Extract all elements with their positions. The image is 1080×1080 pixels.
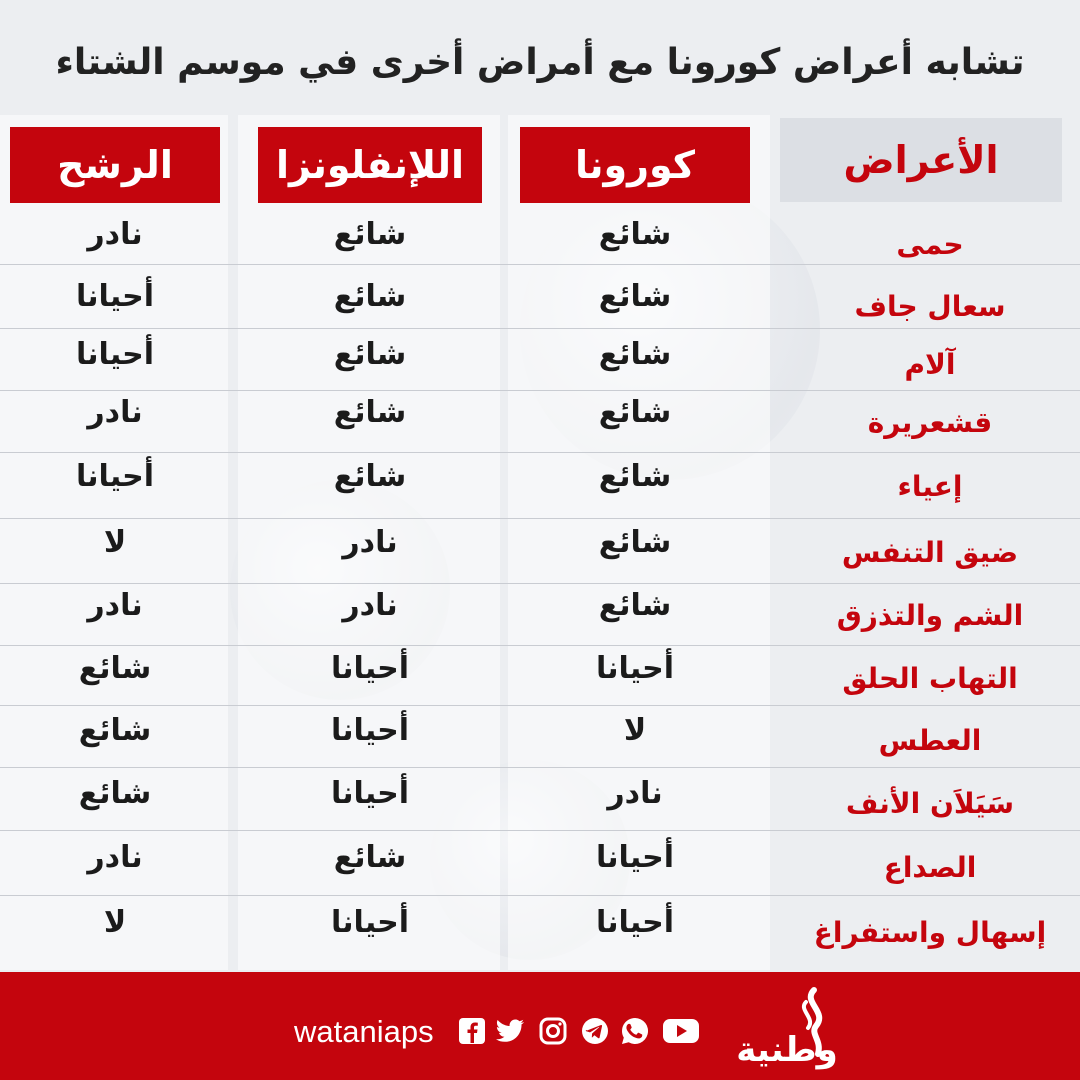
row-divider (0, 518, 1080, 519)
table-cell-influenza: شائع (333, 216, 407, 252)
table-cell-corona: شائع (598, 278, 672, 314)
header-influenza: اللإنفلونزا (258, 127, 482, 203)
logo-text: وطنية (736, 1030, 838, 1070)
table-cell-influenza: أحيانا (331, 712, 409, 748)
table-cell-cold: نادر (87, 216, 143, 252)
table-cell-symptom: آلام (904, 347, 956, 381)
row-divider (0, 328, 1080, 329)
table-cell-influenza: شائع (333, 839, 407, 875)
table-cell-corona: لا (623, 712, 647, 748)
table-cell-corona: أحيانا (596, 650, 674, 686)
instagram-icon[interactable] (536, 1014, 570, 1048)
table-cell-symptom: الشم والتذزق (836, 598, 1024, 632)
header-cold: الرشح (10, 127, 220, 203)
table-cell-cold: نادر (87, 394, 143, 430)
table-cell-symptom: سعال جاف (854, 289, 1006, 323)
row-divider (0, 895, 1080, 896)
table-cell-symptom: سَيَلاَن الأنف (845, 786, 1015, 820)
table-cell-cold: أحيانا (76, 278, 154, 314)
table-cell-corona: شائع (598, 524, 672, 560)
row-divider (0, 452, 1080, 453)
facebook-icon[interactable] (455, 1014, 489, 1048)
table-cell-cold: أحيانا (76, 336, 154, 372)
table-cell-symptom: قشعريرة (867, 405, 993, 439)
table-cell-cold: شائع (78, 650, 152, 686)
row-divider (0, 390, 1080, 391)
table-cell-influenza: شائع (333, 458, 407, 494)
watania-logo (732, 984, 842, 1070)
table-cell-cold: أحيانا (76, 458, 154, 494)
page-title: تشابه أعراض كورونا مع أمراض أخرى في موسم الشتاء (55, 42, 1025, 83)
table-cell-corona: شائع (598, 336, 672, 372)
youtube-icon[interactable] (660, 1014, 702, 1048)
table-cell-influenza: أحيانا (331, 904, 409, 940)
header-symptoms: الأعراض (780, 118, 1062, 202)
table-cell-symptom: التهاب الحلق (842, 661, 1018, 695)
table-cell-corona: شائع (598, 587, 672, 623)
table-cell-corona: شائع (598, 216, 672, 252)
table-cell-cold: شائع (78, 775, 152, 811)
table-cell-symptom: حمى (896, 227, 964, 261)
table-cell-symptom: إعياء (897, 469, 963, 503)
table-cell-cold: لا (103, 524, 127, 560)
table-cell-symptom: العطس (878, 723, 982, 757)
row-divider (0, 705, 1080, 706)
table-cell-influenza: أحيانا (331, 775, 409, 811)
twitter-icon[interactable] (493, 1014, 527, 1048)
header-corona: كورونا (520, 127, 750, 203)
table-cell-cold: شائع (78, 712, 152, 748)
row-divider (0, 830, 1080, 831)
table-cell-cold: نادر (87, 587, 143, 623)
table-cell-cold: لا (103, 904, 127, 940)
social-handle[interactable]: wataniaps (294, 1014, 434, 1049)
table-cell-influenza: أحيانا (331, 650, 409, 686)
table-cell-corona: أحيانا (596, 839, 674, 875)
whatsapp-icon[interactable] (618, 1014, 652, 1048)
table-cell-symptom: الصداع (883, 850, 977, 884)
table-cell-symptom: إسهال واستفراغ (813, 915, 1047, 949)
table-cell-influenza: نادر (342, 524, 398, 560)
table-cell-corona: نادر (607, 775, 663, 811)
table-cell-symptom: ضيق التنفس (841, 535, 1019, 569)
telegram-icon[interactable] (578, 1014, 612, 1048)
table-cell-influenza: شائع (333, 336, 407, 372)
row-divider (0, 583, 1080, 584)
table-cell-corona: شائع (598, 394, 672, 430)
table-cell-cold: نادر (87, 839, 143, 875)
table-cell-corona: أحيانا (596, 904, 674, 940)
table-cell-influenza: شائع (333, 278, 407, 314)
table-cell-corona: شائع (598, 458, 672, 494)
row-divider (0, 767, 1080, 768)
table-cell-influenza: شائع (333, 394, 407, 430)
table-cell-influenza: نادر (342, 587, 398, 623)
row-divider (0, 264, 1080, 265)
row-divider (0, 645, 1080, 646)
